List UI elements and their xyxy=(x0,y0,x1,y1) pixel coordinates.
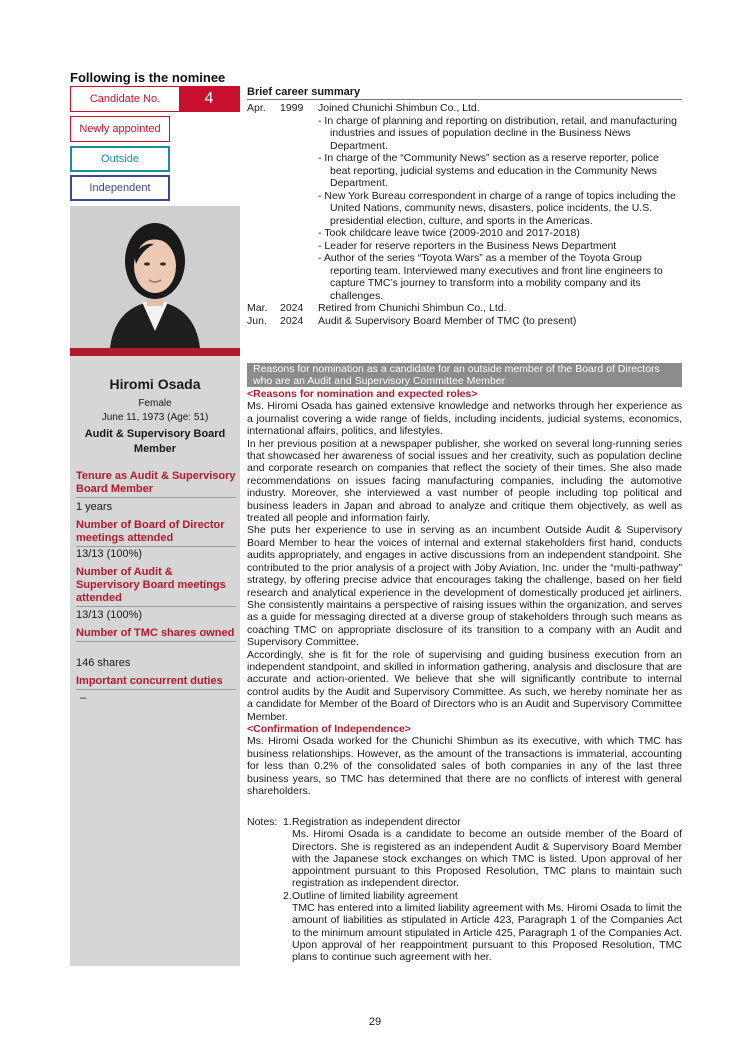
reasons-section xyxy=(247,388,682,797)
career-row xyxy=(247,102,682,115)
note-body: TMC has entered into a limited liability agreement with Ms. Hiromi Osada to limit the amount of liabilities as stipulated in Article 423, Paragraph 1 of the Companies Act to the minimum amount stipulated in Article 425, Paragraph 1 of the Companies Act. Upon approval of her reappointment pursuant to this Proposed Resolution, TMC plans to continue such agreement with her. xyxy=(292,902,682,964)
career-detail-list xyxy=(247,115,682,303)
independence-subheading: <Confirmation of Independence> xyxy=(247,722,411,735)
note-title: Outline of limited liability agreement xyxy=(292,889,458,902)
shares-value: 146 shares xyxy=(76,657,131,669)
career-bullet: - Leader for reserve reporters in the Business News Department xyxy=(318,239,617,252)
career-summary xyxy=(247,102,682,327)
board-meetings-value: 13/13 (100%) xyxy=(76,548,143,560)
career-text: Audit & Supervisory Board Member of TMC (to present) xyxy=(318,314,577,327)
reasons-subheading: <Reasons for nomination and expected roles> xyxy=(247,388,478,400)
nominee-gender: Female xyxy=(138,398,172,409)
career-month: Jun. xyxy=(247,314,267,327)
career-bullet: - In charge of the “Community News” section as a reserve reporter, police beat reporting, judicial systems and education in the Community News Department. xyxy=(318,152,659,189)
candidate-label: Candidate No. xyxy=(89,93,161,105)
profile-sidebar xyxy=(70,206,240,966)
note-item xyxy=(247,890,682,902)
independence-paragraph: Ms. Hiromi Osada worked for the Chunichi Shimbun as its executive, with which TMC has business relationships. However, as the amount of the transactions is immaterial, accounting for less than 0.2% of the consolidated sales of both companies in any of the last three business years, so TMC has determined that there are no conflicts of interest with general shareholders. xyxy=(247,735,682,797)
career-text: Joined Chunichi Shimbun Co., Ltd. xyxy=(318,102,480,114)
reasons-paragraph: Ms. Hiromi Osada has gained extensive knowledge and networks through her experience as a journalist covering a wide range of fields, including incidents, judicial systems, economics, international affairs, politics, and lifestyles. xyxy=(247,400,682,438)
tenure-value: 1 years xyxy=(76,501,113,513)
career-bullet: - Took childcare leave twice (2009-2010 and 2017-2018) xyxy=(318,227,580,239)
career-year: 1999 xyxy=(280,102,304,114)
reasons-paragraph: In her previous position at a newspaper publisher, she worked on several long-running series that showcased her awareness of social issues and her creativity, such as population decline and corporate research on companies that reflect the society of their times. She also made recommendations on issues facing manufacturing companies, including the automotive industry. Moreover, she interviewed a vast number of people including top political and business leaders in Japan and abroad to analyze and critique them objectively, as well as treated all people and information fairly. xyxy=(247,437,682,525)
career-bullet: - In charge of planning and reporting on distribution, retail, and manufacturing industries and issues of population decline in the Business News Department. xyxy=(318,114,677,152)
reasons-header-bar: Reasons for nomination as a candidate for an outside member of the Board of Directors who are an Audit and Supervisory Committee Member xyxy=(247,363,682,387)
nominee-role: Audit & Supervisory Board Member xyxy=(84,428,226,455)
audit-meetings-label: Number of Audit & Supervisory Board meetings attended xyxy=(76,566,236,607)
note-body: Ms. Hiromi Osada is a candidate to become an outside member of the Board of Directors. She is registered as an independent Audit & Supervisory Board Member with the Japanese stock exchanges on which TMC is listed. Upon approval of her appointment pursuant to this Proposed Resolution, TMC plans to maintain such registration as independent director. xyxy=(292,828,682,890)
nominee-name: Hiromi Osada xyxy=(109,376,201,392)
note-number: 1. xyxy=(283,816,292,828)
page-heading: Following is the nominee xyxy=(70,70,226,85)
reasons-paragraph: Accordingly, she is fit for the role of supervising and guiding business execution from an independent standpoint, and skilled in information gathering, analysis and disclosure that are accurate and action-oriented. We believe that she will significantly contribute to internal control audits by the Audit and Supervisory Committee. As such, we hereby nominate her as a candidate for Member of the Board of Directors who is an Audit and Supervisory Committee Member. xyxy=(247,648,682,723)
note-title: Registration as independent director xyxy=(292,816,461,828)
nominee-birthdate: June 11, 1973 (Age: 51) xyxy=(101,412,209,423)
concurrent-duties-label: Important concurrent duties xyxy=(76,675,236,690)
notes-label: Notes: xyxy=(247,816,278,828)
career-bullet: - Author of the series “Toyota Wars” as a member of the Toyota Group reporting team. Interviewed many executives and front line engineers to capture TMC’s journey to transform into a mobility company and its challenges. xyxy=(318,252,663,302)
career-summary-title: Brief career summary xyxy=(247,86,682,100)
career-month: Mar. xyxy=(247,302,268,314)
tag-outside: Outside xyxy=(70,146,170,172)
career-row xyxy=(247,315,682,328)
shares-label: Number of TMC shares owned xyxy=(76,627,236,642)
note-item xyxy=(247,816,682,828)
page-number: 29 xyxy=(368,1016,382,1028)
photo-accent-bar xyxy=(70,348,240,356)
career-year: 2024 xyxy=(280,314,304,327)
tenure-label: Tenure as Audit & Supervisory Board Member xyxy=(76,470,236,498)
audit-meetings-value: 13/13 (100%) xyxy=(76,609,143,621)
tag-independent: Independent xyxy=(70,175,170,201)
notes-section xyxy=(247,816,682,964)
reasons-paragraph: She puts her experience to use in serving as an incumbent Outside Audit & Supervisory Board Member to hear the voices of internal and external stakeholders first hand, conducts audits appropriately, and engages in active discussions from an independent standpoint. She contributed to the prior analysis of a project with Joby Aviation, Inc. under the “multi-pathway” strategy, by offering precise advice that encourages taking the challenge, based on her field research and analytical experience in the development of domestically produced jet airliners. She consistently maintains a perspective of raising issues within the organization, and serves as a guide for messaging directed at a diverse group of stakeholders through such means as coaching TMC on appropriate disclosure of its transition to a company with an Audit and Supervisory Committee. xyxy=(247,524,682,649)
candidate-number: 4 xyxy=(179,87,239,111)
career-row xyxy=(247,302,682,315)
concurrent-duties-value: – xyxy=(80,692,87,704)
note-number: 2. xyxy=(283,889,292,902)
candidate-number-box xyxy=(70,86,240,112)
career-text: Retired from Chunichi Shimbun Co., Ltd. xyxy=(318,302,507,314)
career-year: 2024 xyxy=(280,302,304,314)
tag-newly-appointed: Newly appointed xyxy=(70,116,170,142)
career-month: Apr. xyxy=(247,102,266,114)
career-bullet: - New York Bureau correspondent in charge of a range of topics including the United Nations, community news, disasters, police incidents, the U.S. presidential election, culture, and sports in the Americas. xyxy=(318,189,676,227)
portrait-photo xyxy=(70,206,240,348)
board-meetings-label: Number of Board of Director meetings attended xyxy=(76,519,236,547)
